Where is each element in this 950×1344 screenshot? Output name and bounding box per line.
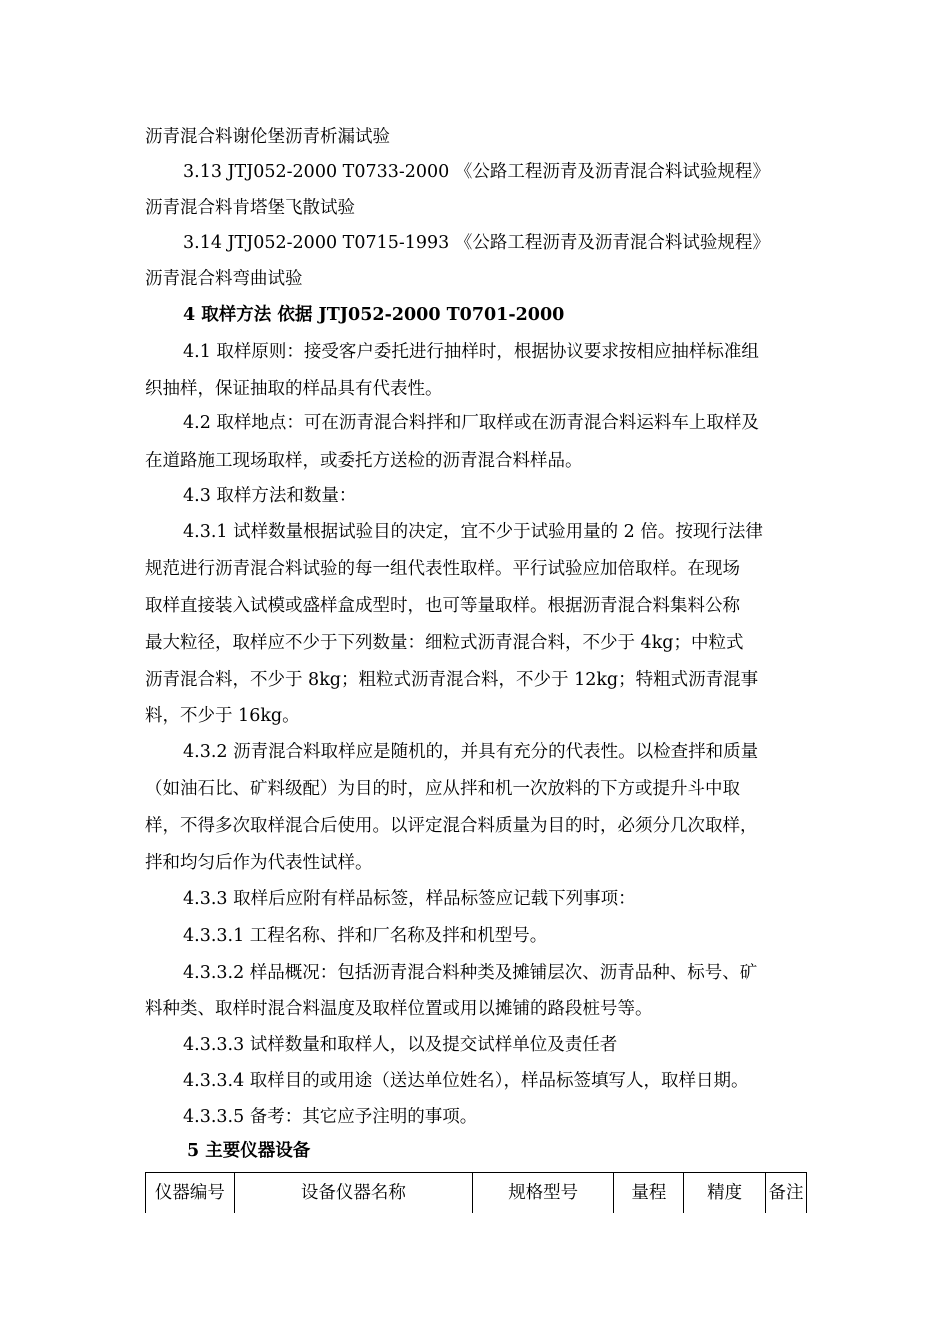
paragraph-line: 4.3.3 取样后应附有样品标签，样品标签应记载下列事项： bbox=[183, 889, 636, 909]
paragraph-line: 4.3.3.5 备考：其它应予注明的事项。 bbox=[183, 1107, 478, 1127]
paragraph-line: 在道路施工现场取样，或委托方送检的沥青混合料样品。 bbox=[145, 451, 583, 471]
paragraph-line: 4.3.1 试样数量根据试验目的决定，宜不少于试验用量的 2 倍。按现行法律 bbox=[183, 522, 763, 542]
equipment-table bbox=[145, 1172, 807, 1213]
paragraph-line: 沥青混合料，不少于 8kg；粗粒式沥青混合料，不少于 12kg；特粗式沥青混事 bbox=[145, 670, 759, 690]
paragraph-line: 取样直接装入试模或盛样盒成型时，也可等量取样。根据沥青混合料集料公称 bbox=[145, 596, 740, 616]
paragraph-line: 4.3 取样方法和数量： bbox=[183, 486, 357, 506]
header-remarks: 备注 bbox=[766, 1173, 807, 1214]
text-line: 沥青混合料肯塔堡飞散试验 bbox=[145, 198, 355, 218]
paragraph-line: 料种类、取样时混合料温度及取样位置或用以摊铺的路段桩号等。 bbox=[145, 999, 653, 1019]
paragraph-line: 4.3.3.4 取样目的或用途（送达单位姓名），样品标签填写人，取样日期。 bbox=[183, 1071, 749, 1091]
table-header-row bbox=[146, 1173, 807, 1214]
header-spec-model: 规格型号 bbox=[472, 1173, 614, 1214]
paragraph-line: 4.3.3.2 样品概况：包括沥青混合料种类及摊铺层次、沥青品种、标号、矿 bbox=[183, 963, 758, 983]
text-line: 沥青混合料弯曲试验 bbox=[145, 269, 303, 289]
header-range: 量程 bbox=[614, 1173, 684, 1214]
paragraph-line: 最大粒径，取样应不少于下列数量：细粒式沥青混合料，不少于 4kg；中粒式 bbox=[145, 633, 744, 653]
paragraph-line: 4.3.2 沥青混合料取样应是随机的，并具有充分的代表性。以检查拌和质量 bbox=[183, 742, 759, 762]
paragraph-line: （如油石比、矿料级配）为目的时，应从拌和机一次放料的下方或提升斗中取 bbox=[145, 779, 740, 799]
paragraph-line: 拌和均匀后作为代表性试样。 bbox=[145, 853, 373, 873]
paragraph-line: 规范进行沥青混合料试验的每一组代表性取样。平行试验应加倍取样。在现场 bbox=[145, 559, 740, 579]
standard-3-13: 3.13 JTJ052-2000 T0733-2000 《公路工程沥青及沥青混合料试验规程》 bbox=[183, 162, 770, 182]
section-heading-4: 4 取样方法 依据 JTJ052-2000 T0701-2000 bbox=[183, 305, 565, 325]
header-precision: 精度 bbox=[684, 1173, 766, 1214]
paragraph-line: 织抽样，保证抽取的样品具有代表性。 bbox=[145, 379, 443, 399]
paragraph-line: 料，不少于 16kg。 bbox=[145, 706, 300, 726]
header-instrument-id: 仪器编号 bbox=[146, 1173, 235, 1214]
paragraph-line: 4.3.3.1 工程名称、拌和厂名称及拌和机型号。 bbox=[183, 926, 548, 946]
section-heading-5: 5 主要仪器设备 bbox=[187, 1141, 311, 1161]
paragraph-line: 4.3.3.3 试样数量和取样人，以及提交试样单位及责任者 bbox=[183, 1035, 618, 1055]
paragraph-line: 4.1 取样原则：接受客户委托进行抽样时，根据协议要求按相应抽样标准组 bbox=[183, 342, 759, 362]
text-line: 沥青混合料谢伦堡沥青析漏试验 bbox=[145, 127, 390, 147]
paragraph-line: 样，不得多次取样混合后使用。以评定混合料质量为目的时，必须分几次取样， bbox=[145, 816, 758, 836]
header-equipment-name: 设备仪器名称 bbox=[234, 1173, 472, 1214]
paragraph-line: 4.2 取样地点：可在沥青混合料拌和厂取样或在沥青混合料运料车上取样及 bbox=[183, 413, 759, 433]
standard-3-14: 3.14 JTJ052-2000 T0715-1993 《公路工程沥青及沥青混合料试验规程》 bbox=[183, 233, 770, 253]
